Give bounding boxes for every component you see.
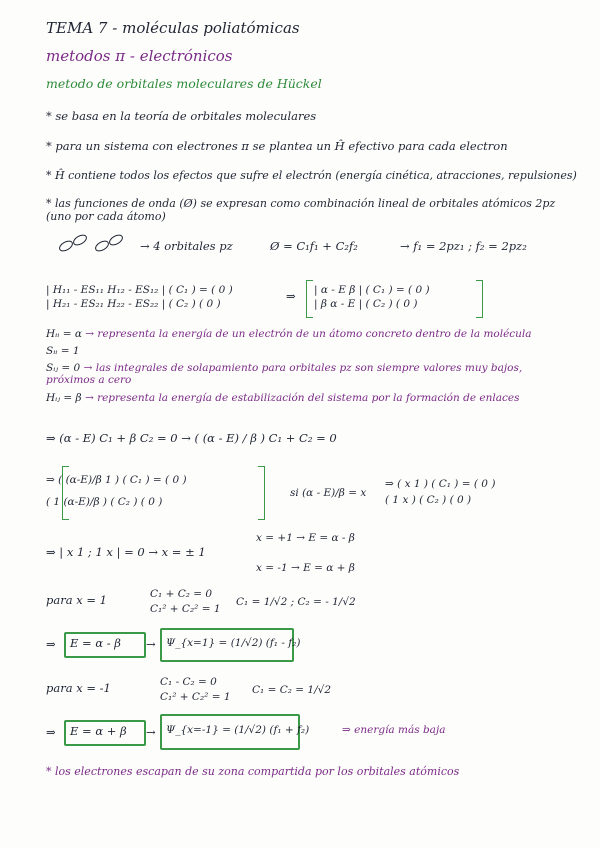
def-beta-text: → representa la energía de estabilización del sistema por la formación de enlaces [84,392,520,404]
def-sij [46,362,566,386]
case2-energy: E = α + β [70,724,127,738]
final-note [46,766,459,779]
def-sij-text: → las integrales de solapamiento para orbitales pz son siempre valores muy bajos, próximos a cero [46,362,523,387]
case1-arrow-2: → [146,637,156,651]
step-matrix-bracket-right [258,466,265,520]
huckel-matrix-row-2: | β α - E | ( C₂ ) ( 0 ) [314,298,418,310]
secular-arrow: ⇒ [286,289,296,303]
case2-system-eq2: C₁² + C₂² = 1 [160,691,231,703]
bullet-1: * se basa en la teoría de orbitales moleculares [46,109,317,123]
basis-functions: → f₁ = 2pz₁ ; f₂ = 2pz₂ [400,239,527,253]
reduced-matrix-row-2: ( 1 x ) ( C₂ ) ( 0 ) [385,494,472,506]
case1-condition: para x = 1 [46,593,107,607]
huckel-matrix-row-1: | α - E β | ( C₁ ) = ( 0 ) [314,284,430,296]
orbitals-count: → 4 orbitales pz [140,239,233,253]
case1-system-eq2: C₁² + C₂² = 1 [150,603,221,615]
bullet-4: * las funciones de onda (Ø) se expresan como combinación lineal de orbitales atómicos 2pz (uno por cada átomo) [46,197,556,223]
case2-arrow: ⇒ [46,725,56,739]
section-subtitle: metodos π - electrónicos [46,47,233,65]
tema-number: TEMA 7 [46,19,108,37]
method-title: metodo de orbitales moleculares de Hückel [46,76,322,91]
case1-arrow: ⇒ [46,637,56,651]
step-matrix-row-2: ( 1 (α-E)/β ) ( C₂ ) ( 0 ) [46,496,163,508]
wavefunction-combination: Ø = C₁f₁ + C₂f₂ [270,239,358,253]
case1-wavefunction: Ψ_{x=1} = (1/√2) (f₁ - f₂) [166,637,301,649]
branch-x-minus-one: x = -1 → E = α + β [256,562,355,574]
step-linear-equation: ⇒ (α - E) C₁ + β C₂ = 0 → ( (α - E) / β ) C₁ + C₂ = 0 [46,431,337,445]
substitution-x: si (α - E)/β = x [290,487,367,499]
def-sii [46,345,80,357]
case2-arrow-2: → [146,725,156,739]
secular-row-2: | H₂₁ - ES₂₁ H₂₂ - ES₂₂ | ( C₂ ) ( 0 ) [46,298,221,310]
def-sii-symbol: Sᵢᵢ = 1 [46,345,80,357]
case1-energy: E = α - β [70,636,121,650]
case2-note: ⇒ energía más baja [342,724,446,736]
def-alpha [46,328,532,340]
bullet-3: * Ĥ contiene todos los efectos que sufre el electrón (energía cinética, atracciones, repulsiones) [46,169,577,182]
reduced-matrix-row-1: ⇒ ( x 1 ) ( C₁ ) = ( 0 ) [385,478,496,490]
determinant-solution: ⇒ | x 1 ; 1 x | = 0 → x = ± 1 [46,545,206,559]
case1-system-eq1: C₁ + C₂ = 0 [150,588,213,600]
def-beta [46,392,519,404]
def-alpha-text: → representa la energía de un electrón de un átomo concreto dentro de la molécula [85,328,532,340]
tema-title: moléculas poliatómicas [122,19,300,37]
def-alpha-symbol: Hᵢᵢ = α [46,328,82,340]
case2-wavefunction: Ψ_{x=-1} = (1/√2) (f₁ + f₂) [166,724,310,736]
case2-condition: para x = -1 [46,681,111,695]
final-note-text: * los electrones escapan de su zona compartida por los orbitales atómicos [46,765,460,778]
tema-label [46,20,300,37]
case1-coefficients: C₁ = 1/√2 ; C₂ = - 1/√2 [236,596,356,608]
pz-orbitals-sketch [52,228,132,258]
bullet-2: * para un sistema con electrones π se plantea un Ĥ efectivo para cada electron [46,139,508,153]
def-sij-symbol: Sᵢⱼ = 0 [46,362,81,374]
tema-dash: - [112,19,118,37]
case2-system-eq1: C₁ - C₂ = 0 [160,676,217,688]
case2-coefficients: C₁ = C₂ = 1/√2 [252,684,332,696]
def-beta-symbol: Hᵢⱼ = β [46,392,82,404]
matrix-bracket-right [476,280,483,318]
matrix-bracket-left [306,280,313,318]
secular-row-1: | H₁₁ - ES₁₁ H₁₂ - ES₁₂ | ( C₁ ) = ( 0 ) [46,284,233,296]
step-matrix-row-1: ⇒ ( (α-E)/β 1 ) ( C₁ ) = ( 0 ) [46,474,187,486]
branch-x-plus-one: x = +1 → E = α - β [256,532,355,544]
